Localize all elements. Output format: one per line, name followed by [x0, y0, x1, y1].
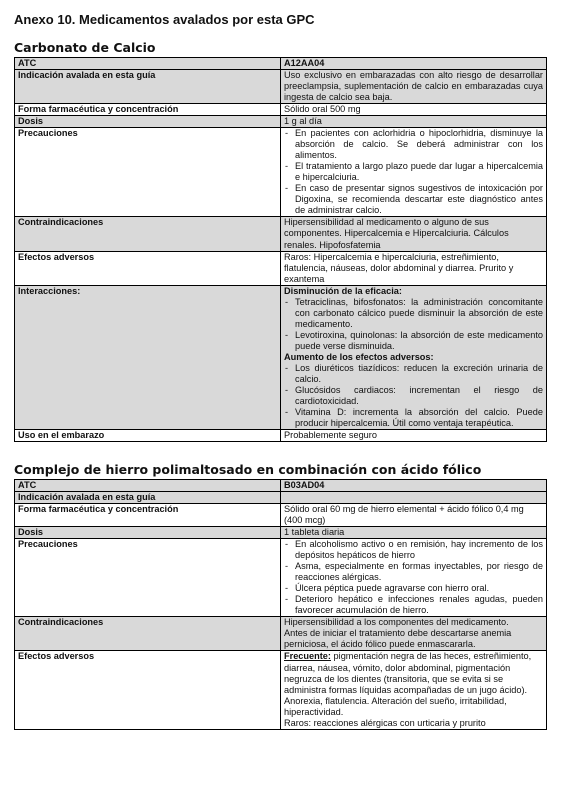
list-item: - Deterioro hepático e infecciones renales agudas, pueden favorecer acumulación de hierro. — [284, 594, 543, 616]
adverse-label: Efectos adversos — [15, 651, 281, 729]
list-item: - En caso de presentar signos sugestivos de intoxicación por Digoxina, se recomienda descartar este diagnóstico antes de administrar calcio. — [284, 183, 543, 216]
adverse-frequent-label: Frecuente: — [284, 651, 331, 662]
list-item: - El tratamiento a largo plazo puede dar lugar a hipercalcemia e hipercalciuria. — [284, 161, 543, 183]
drug1-title: Carbonato de Calcio — [14, 40, 156, 55]
contraindications-line: Antes de iniciar el tratamiento debe descartarse anemia perniciosa, el ácido fólico puede enmascararla. — [284, 628, 512, 650]
list-item: - Tetraciclinas, bifosfonatos: la administración concomitante con carbonato cálcico puede disminuir la absorción de este medicamento. — [284, 297, 543, 330]
drug1-table — [14, 57, 547, 442]
list-item: - Asma, especialmente en formas inyectables, por riesgo de reacciones alérgicas. — [284, 561, 543, 583]
interactions-list — [284, 297, 543, 352]
atc-value: A12AA04 — [281, 58, 547, 70]
contraindications-label: Contraindicaciones — [15, 217, 281, 251]
table-row — [15, 58, 547, 70]
form-value: Sólido oral 500 mg — [281, 104, 547, 116]
drug2-table — [14, 479, 547, 730]
adverse-value: Raros: Hipercalcemia e hipercalciuria, estreñimiento, flatulencia, náuseas, dolor abdominal y diarrea. Prurito y exantema — [281, 251, 547, 285]
contraindications-label: Contraindicaciones — [15, 617, 281, 651]
table-row — [15, 70, 547, 104]
table-row — [15, 527, 547, 539]
interactions-label: Interacciones: — [15, 285, 281, 429]
drug2-title: Complejo de hierro polimaltosado en combinación con ácido fólico — [14, 462, 482, 477]
table-row — [15, 492, 547, 504]
form-label: Forma farmacéutica y concentración — [15, 504, 281, 527]
adverse-rare: Raros: reacciones alérgicas con urticaria y prurito — [284, 717, 486, 728]
pregnancy-label: Uso en el embarazo — [15, 430, 281, 442]
precautions-list — [284, 539, 543, 616]
table-row — [15, 617, 547, 651]
indication-label: Indicación avalada en esta guía — [15, 492, 281, 504]
list-item: - Úlcera péptica puede agravarse con hierro oral. — [284, 583, 543, 594]
table-row — [15, 651, 547, 729]
table-row — [15, 104, 547, 116]
table-row — [15, 251, 547, 285]
table-row — [15, 539, 547, 617]
form-label: Forma farmacéutica y concentración — [15, 104, 281, 116]
list-item: - En pacientes con aclorhidria o hipoclorhidria, disminuye la absorción de calcio. Se deberá administrar con los alimentos. — [284, 128, 543, 161]
dose-value: 1 tableta diaria — [281, 527, 547, 539]
form-value: Sólido oral 60 mg de hierro elemental + ácido fólico 0,4 mg (400 mcg) — [281, 504, 547, 527]
interactions-list — [284, 363, 543, 429]
precautions-label: Precauciones — [15, 128, 281, 217]
interactions-subheading: Disminución de la eficacia: — [284, 285, 402, 296]
atc-label: ATC — [15, 58, 281, 70]
atc-label: ATC — [15, 480, 281, 492]
list-item: - Los diuréticos tiazídicos: reducen la excreción urinaria de calcio. — [284, 363, 543, 385]
table-row — [15, 128, 547, 217]
adverse-frequent — [284, 651, 543, 717]
list-item: - En alcoholismo activo o en remisión, hay incremento de los depósitos hepáticos de hierro — [284, 539, 543, 561]
precautions-label: Precauciones — [15, 539, 281, 617]
interactions-subheading: Aumento de los efectos adversos: — [284, 351, 434, 362]
table-row — [15, 116, 547, 128]
dose-label: Dosis — [15, 116, 281, 128]
annex-title: Anexo 10. Medicamentos avalados por esta GPC — [14, 12, 315, 27]
indication-value: Uso exclusivo en embarazadas con alto riesgo de desarrollar preeclampsia, suplementación de calcio en embarazadas cuya ingesta de calcio sea baja. — [281, 70, 547, 104]
pregnancy-value: Probablemente seguro — [281, 430, 547, 442]
contraindications-value: Hipersensibilidad al medicamento o alguno de sus componentes. Hipercalcemia e Hipercalciuria. Cálculos renales. Hipofosfatemia — [281, 217, 547, 251]
indication-value — [281, 492, 547, 504]
list-item: - Glucósidos cardiacos: incrementan el riesgo de cardiotoxicidad. — [284, 385, 543, 407]
table-row — [15, 285, 547, 429]
dose-value: 1 g al día — [281, 116, 547, 128]
adverse-label: Efectos adversos — [15, 251, 281, 285]
list-item: - Levotiroxina, quinolonas: la absorción de este medicamento puede verse disminuida. — [284, 330, 543, 352]
indication-label: Indicación avalada en esta guía — [15, 70, 281, 104]
table-row — [15, 480, 547, 492]
adverse-frequent-text: pigmentación negra de las heces, estreñimiento, diarrea, náusea, vómito, dolor abdominal, pigmentación negruzca de los dientes (transitoria, que se evita si se administra formas líquidas acompañadas de un jugo ácido). Anorexia, flatulencia. Alteración del sueño, irritabilidad, hiperactividad. — [284, 651, 532, 717]
table-row — [15, 504, 547, 527]
table-row — [15, 217, 547, 251]
list-item: - Vitamina D: incrementa la absorción del calcio. Puede producir hipercalcemia. Útil como ventaja terapéutica. — [284, 407, 543, 429]
contraindications-line: Hipersensibilidad a los componentes del medicamento. — [284, 617, 509, 628]
dose-label: Dosis — [15, 527, 281, 539]
precautions-list — [284, 128, 543, 216]
table-row — [15, 430, 547, 442]
atc-value: B03AD04 — [281, 480, 547, 492]
